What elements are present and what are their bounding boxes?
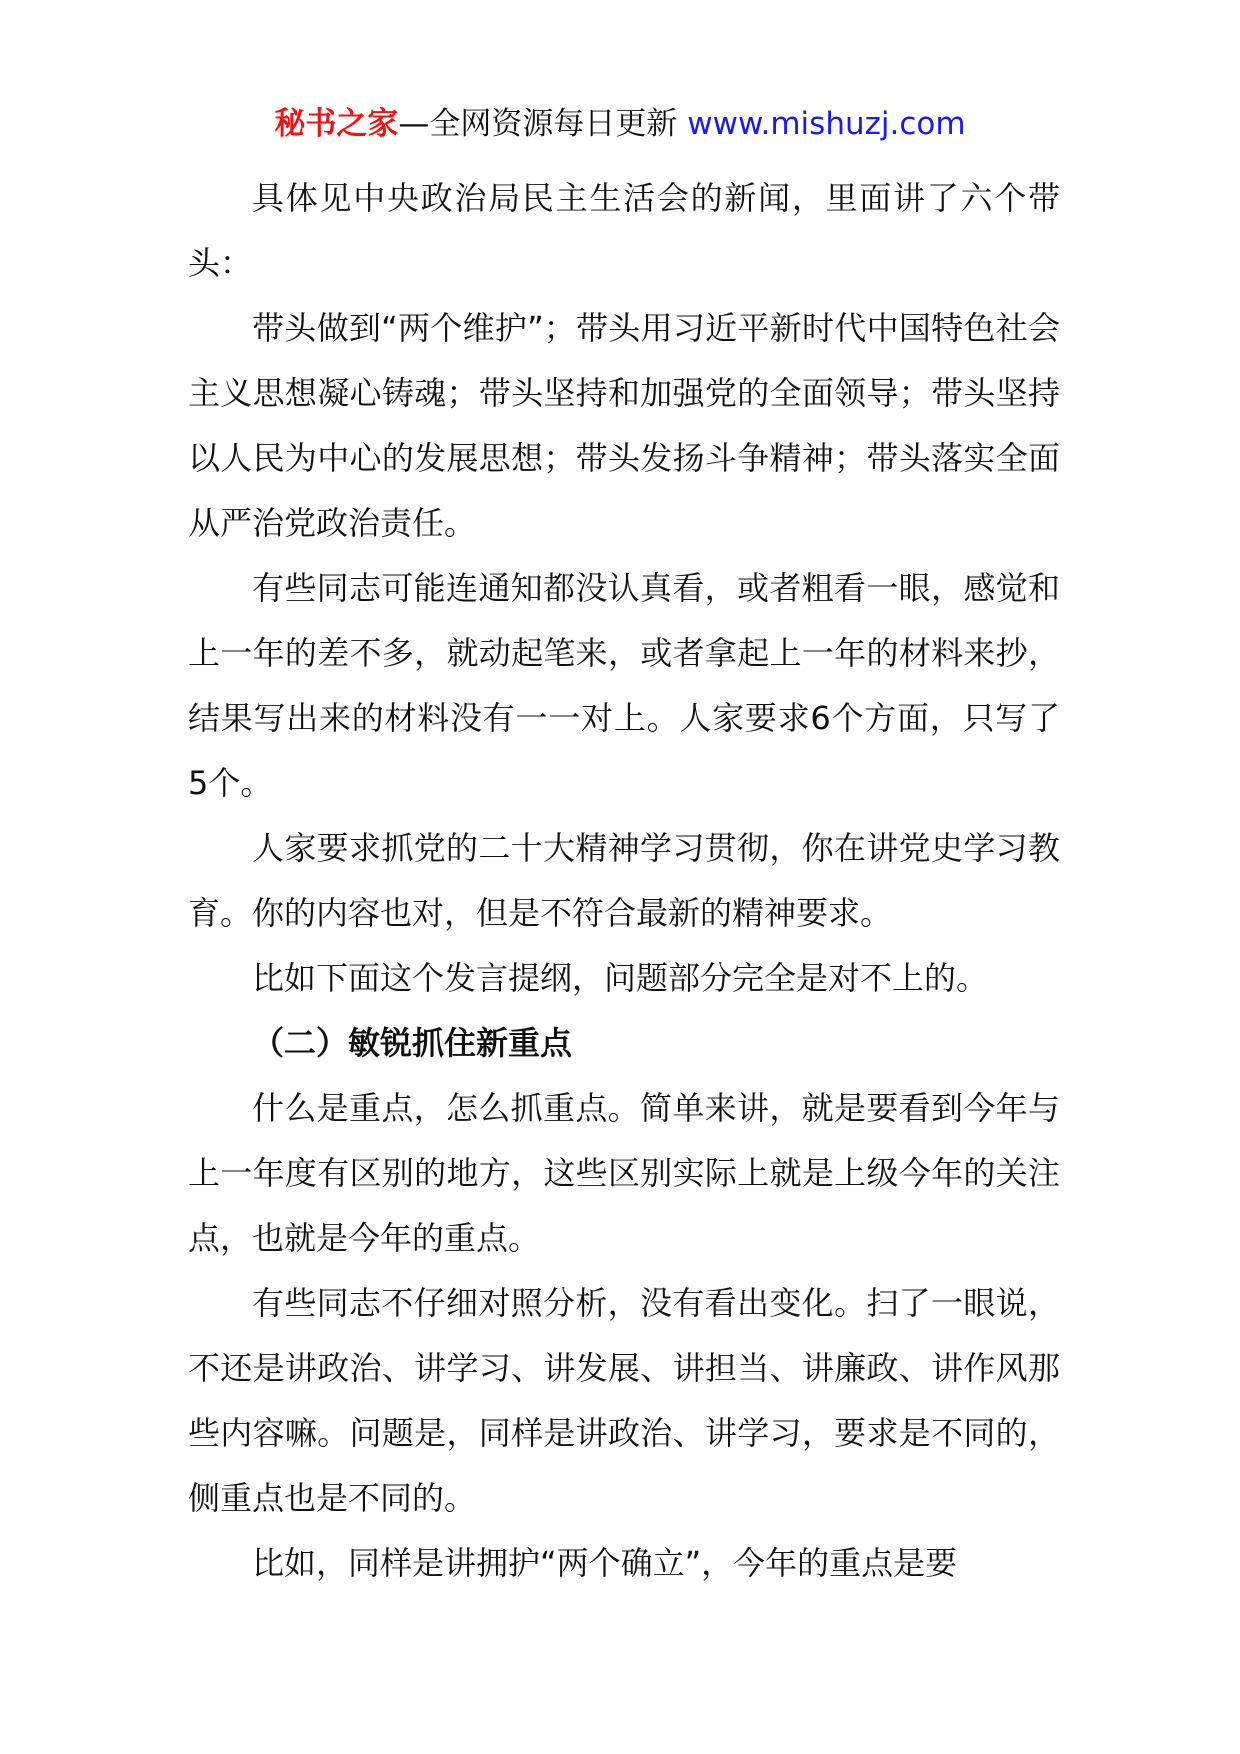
header-slogan: —全网资源每日更新 (398, 106, 688, 142)
document-body (188, 166, 1060, 1596)
paragraph: 比如，同样是讲拥护“两个确立”，今年的重点是要 (252, 1544, 958, 1582)
paragraph: 带头做到“两个维护”；带头用习近平新时代中国特色社会主义思想凝心铸魂；带头坚持和加强党的全面领导；带头坚持以人民为中心的发展思想；带头发扬斗争精神；带头落实全面从严治党政治责任。 (188, 309, 1060, 542)
paragraph: 有些同志不仔细对照分析，没有看出变化。扫了一眼说，不还是讲政治、讲学习、讲发展、讲担当、讲廉政、讲作风那些内容嘛。问题是，同样是讲政治、讲学习，要求是不同的，侧重点也是不同的。 (188, 1284, 1060, 1517)
header-url-link[interactable]: www.mishuzj.com (687, 106, 966, 142)
paragraph: 有些同志可能连通知都没认真看，或者粗看一眼，感觉和上一年的差不多，就动起笔来，或者拿起上一年的材料来抄，结果写出来的材料没有一一对上。人家要求6个方面，只写了5个。 (188, 569, 1060, 802)
paragraph: 人家要求抓党的二十大精神学习贯彻，你在讲党史学习教育。你的内容也对，但是不符合最新的精神要求。 (188, 829, 1060, 932)
header-brand: 秘书之家 (274, 106, 399, 142)
paragraph: 什么是重点，怎么抓重点。简单来讲，就是要看到今年与上一年度有区别的地方，这些区别实际上就是上级今年的关注点，也就是今年的重点。 (188, 1089, 1060, 1257)
paragraph: 比如下面这个发言提纲，问题部分完全是对不上的。 (252, 959, 989, 997)
page-header (0, 102, 1240, 146)
paragraph: 具体见中央政治局民主生活会的新闻，里面讲了六个带头： (188, 179, 1060, 282)
section-heading: （二）敏锐抓住新重点 (252, 1024, 573, 1062)
